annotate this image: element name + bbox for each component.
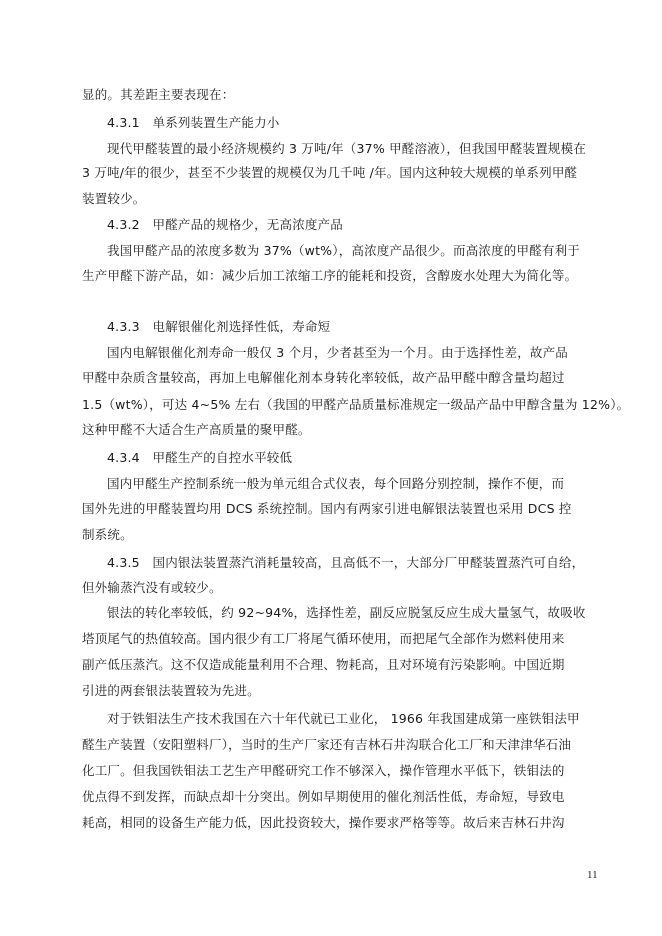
text-line: 国内电解银催化剂寿命一般仅 3 个月，少者甚至为一个月。由于选择性差，故产品 [107,345,569,360]
text-line: 化工厂。但我国铁钼法工艺生产甲醛研究工作不够深入，操作管理水平低下，铁钼法的 [82,763,565,778]
section-heading: 4.3.2 甲醛产品的规格少，无高浓度产品 [107,217,344,232]
text-line: 银法的转化率较低，约 92~94%，选择性差，副反应脱氢反应生成大量氢气，故吸收 [107,605,586,620]
text-line: 这种甲醛不大适合生产高质量的聚甲醛。 [82,422,311,437]
text-line: 对于铁钼法生产技术我国在六十年代就已工业化， 1966 年我国建成第一座铁钼法甲 [107,711,580,726]
text-line: 制系统。 [82,527,133,542]
text-line: 生产甲醛下游产品，如：减少后加工浓缩工序的能耗和投资，含醇废水处理大为简化等。 [82,268,578,283]
text-line: 引进的两套银法装置较为先进。 [82,683,260,698]
text-line: 国外先进的甲醛装置均用 DCS 系统控制。国内有两家引进电解银法装置也采用 DCS 控 [82,501,572,516]
section-heading: 4.3.1 单系列装置生产能力小 [107,115,280,130]
text-line: 塔顶尾气的热值较高。国内很少有工厂将尾气循环使用，而把尾气全部作为燃料使用来 [82,631,565,646]
text-line: 3 万吨/年的很少，甚至不少装置的规模仅为几千吨 /年。国内这种较大规模的单系列甲醛 [82,165,578,180]
text-line: 甲醛中杂质含量较高，再加上电解催化剂本身转化率较低，故产品甲醛中醇含量均超过 [82,370,565,385]
section-heading: 4.3.4 甲醛生产的自控水平较低 [107,450,293,465]
text-line: 现代甲醛装置的最小经济规模约 3 万吨/年（37% 甲醛溶液），但我国甲醛装置规模在 [107,141,587,156]
text-line: 国内甲醛生产控制系统一般为单元组合式仪表，每个回路分别控制，操作不便，而 [107,476,565,491]
text-line: 副产低压蒸汽。这不仅造成能量利用不合理、物耗高，且对环境有污染影响。中国近期 [82,657,565,672]
text-line: 装置较少。 [82,191,146,206]
section-heading: 4.3.3 电解银催化剂选择性低，寿命短 [107,319,331,334]
section-heading: 4.3.5 国内银法装置蒸汽消耗量较高，且高低不一，大部分厂甲醛装置蒸汽可自给， [107,555,585,570]
text-line: 耗高，相同的设备生产能力低，因此投资较大，操作要求严格等等。故后来吉林石井沟 [82,815,565,830]
text-line: 显的。其差距主要表现在： [82,87,235,102]
page-number: 11 [587,869,598,881]
text-line: 醛生产装置（安阳塑料厂），当时的生产厂家还有吉林石井沟联合化工厂和天津津华石油 [82,737,572,752]
text-line: 但外输蒸汽没有或较少。 [82,580,222,595]
text-line: 我国甲醛产品的浓度多数为 37%（wt%），高浓度产品很少。而高浓度的甲醛有利于 [107,243,581,258]
text-line: 1.5（wt%），可达 4~5% 左右（我国的甲醛产品质量标准规定一级品产品中甲醇含量为 12%）。 [82,397,630,412]
text-line: 优点得不到发挥，而缺点却十分突出。例如早期使用的催化剂活性低，寿命短，导致电 [82,789,565,804]
